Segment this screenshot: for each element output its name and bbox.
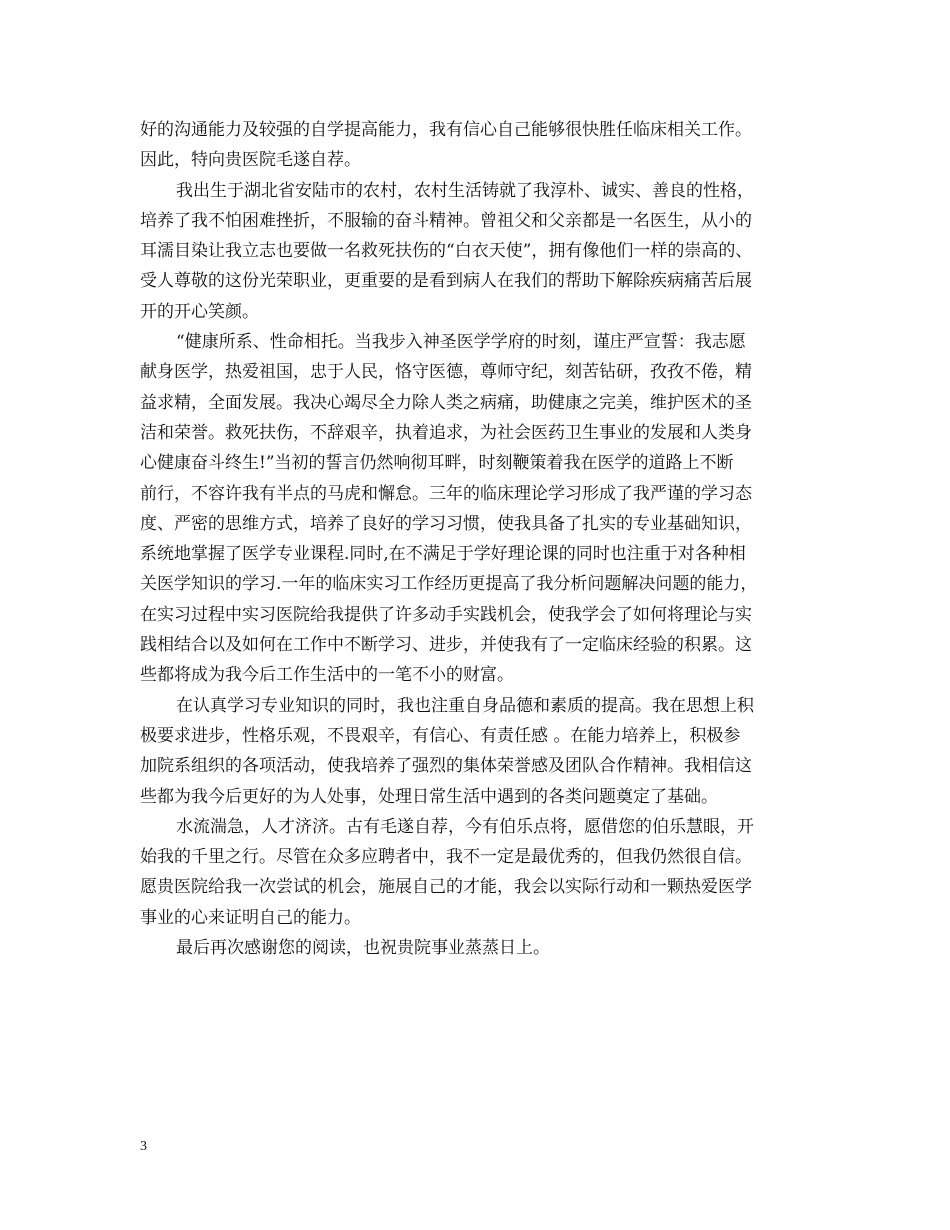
text-line: 系统地掌握了医学专业课程.同时,在不满足于学好理论课的同时也注重于对各种相 <box>140 544 746 565</box>
text-line: 愿贵医院给我一次尝试的机会，施展自己的才能，我会以实际行动和一颗热爱医学 <box>140 877 752 898</box>
text-line: 好的沟通能力及较强的自学提高能力，我有信心自己能够很快胜任临床相关工作。 <box>140 120 752 140</box>
paragraph-start-line: 我出生于湖北省安陆市的农村，农村生活铸就了我淳朴、诚实、善良的性格， <box>176 180 754 201</box>
paragraph-start-line: 水流湍急，人才济济。古有毛遂自荐，今有伯乐点将，愿借您的伯乐慧眼，开 <box>176 816 754 837</box>
paragraph-start-line: 最后再次感谢您的阅读，也祝贵院事业蒸蒸日上。 <box>176 938 550 959</box>
text-line: 因此，特向贵医院毛遂自荐。 <box>140 150 361 171</box>
paragraph-start-line: “健康所系、性命相托。当我步入神圣医学学府的时刻，谨庄严宣誓：我志愿 <box>176 332 746 353</box>
text-line: 心健康奋斗终生!”当初的誓言仍然响彻耳畔，时刻鞭策着我在医学的道路上不断 <box>140 453 734 474</box>
text-line: 益求精，全面发展。我决心竭尽全力除人类之病痛，助健康之完美，维护医术的圣 <box>140 392 752 413</box>
text-line: 些都将成为我今后工作生活中的一笔不小的财富。 <box>140 665 514 686</box>
text-line: 度、严密的思维方式，培养了良好的学习习惯，使我具备了扎实的专业基础知识， <box>140 513 752 534</box>
text-line: 培养了我不怕困难挫折，不服输的奋斗精神。曾祖父和父亲都是一名医生，从小的 <box>140 210 752 231</box>
text-line: 受人尊敬的这份光荣职业，更重要的是看到病人在我们的帮助下解除疾病痛苦后展 <box>140 271 752 292</box>
text-line: 始我的千里之行。尽管在众多应聘者中，我不一定是最优秀的，但我仍然很自信。 <box>140 847 752 868</box>
text-line: 开的开心笑颜。 <box>140 301 259 322</box>
text-line: 关医学知识的学习.一年的临床实习工作经历更提高了我分析问题解决问题的能力， <box>140 574 758 595</box>
text-line: 前行，不容许我有半点的马虎和懈怠。三年的临床理论学习形成了我严谨的学习态 <box>140 483 752 504</box>
text-line: 献身医学，热爱祖国，忠于人民，恪守医德，尊师守纪，刻苦钻研，孜孜不倦，精 <box>140 362 752 383</box>
text-line: 些都为我今后更好的为人处事，处理日常生活中遇到的各类问题奠定了基础。 <box>140 786 718 807</box>
text-line: 洁和荣誉。救死扶伤，不辞艰辛，执着追求，为社会医药卫生事业的发展和人类身 <box>140 422 752 443</box>
body-text <box>140 115 830 963</box>
page-number: 3 <box>140 1139 147 1154</box>
text-line: 极要求进步，性格乐观，不畏艰辛，有信心、有责任感 。在能力培养上，积极参 <box>140 725 741 746</box>
text-line: 事业的心来证明自己的能力。 <box>140 907 361 928</box>
paragraph-start-line: 在认真学习专业知识的同时，我也注重自身品德和素质的提高。我在思想上积 <box>176 695 754 716</box>
text-line: 践相结合以及如何在工作中不断学习、进步，并使我有了一定临床经验的积累。这 <box>140 635 752 656</box>
text-line: 耳濡目染让我立志也要做一名救死扶伤的“白衣天使”，拥有像他们一样的崇高的、 <box>140 241 753 262</box>
text-line: 加院系组织的各项活动，使我培养了强烈的集体荣誉感及团队合作精神。我相信这 <box>140 756 752 777</box>
text-line: 在实习过程中实习医院给我提供了许多动手实践机会，使我学会了如何将理论与实 <box>140 604 752 625</box>
